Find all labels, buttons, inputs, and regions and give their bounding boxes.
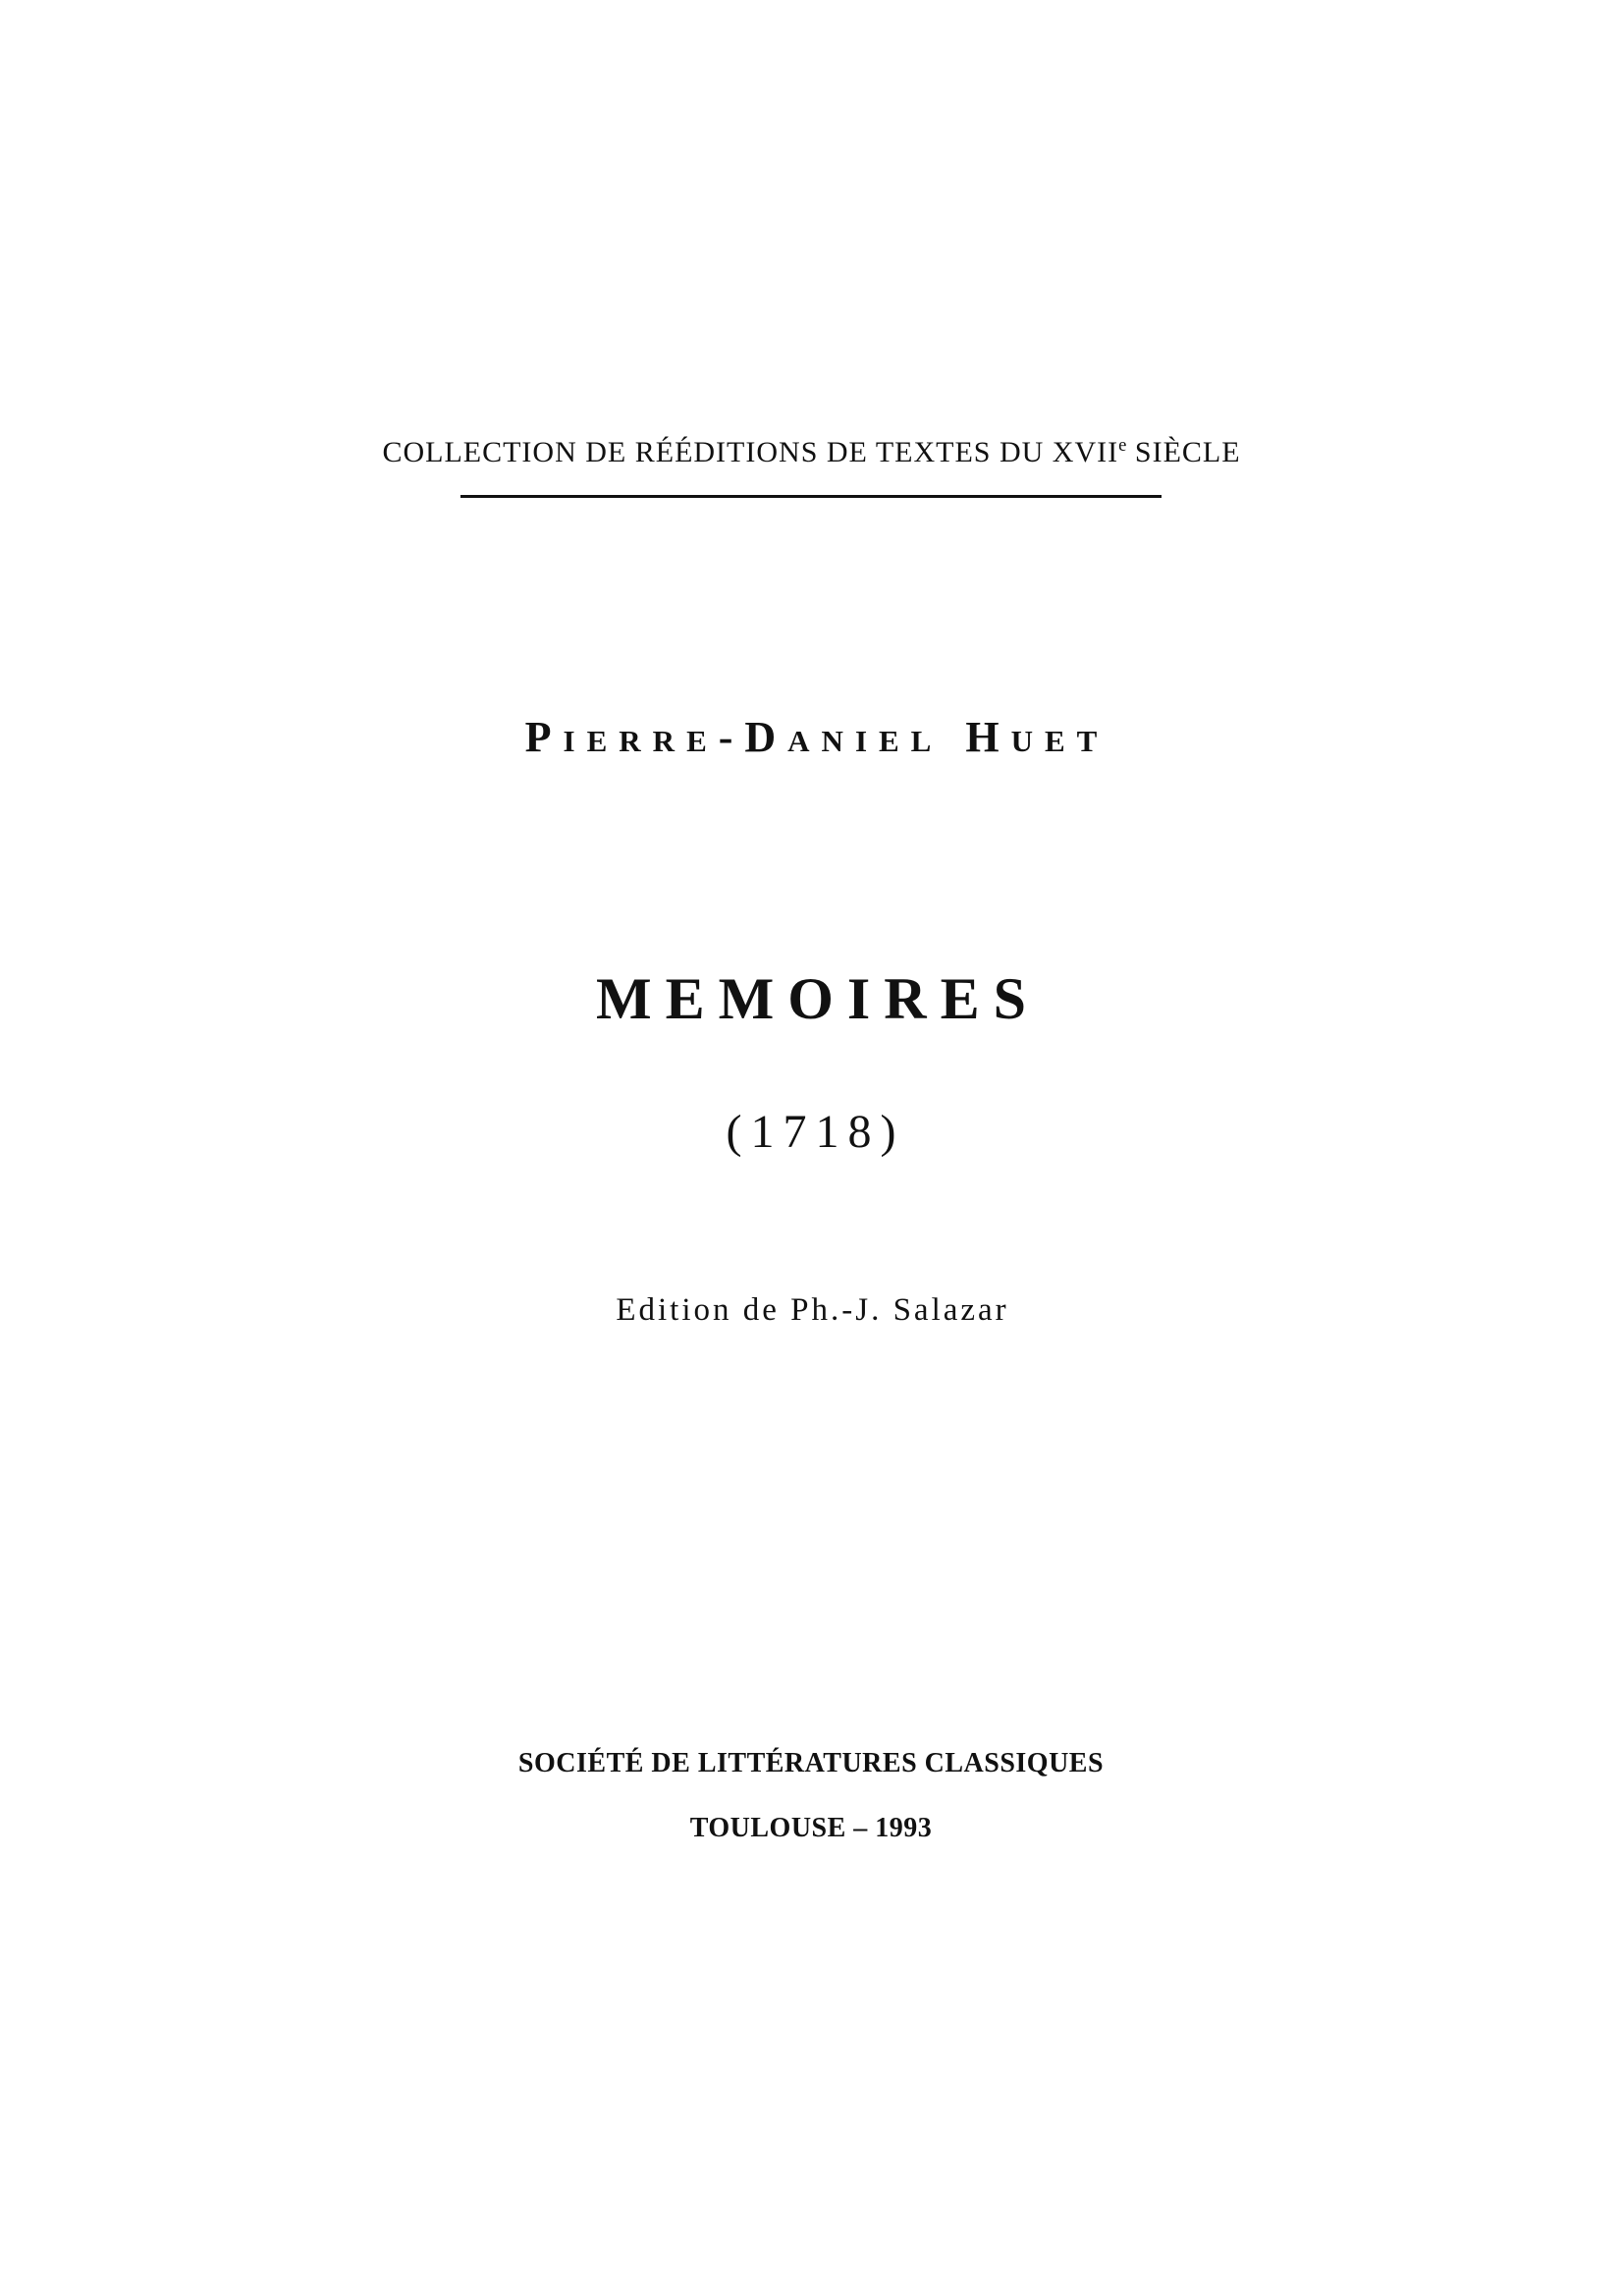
publisher-name: SOCIÉTÉ DE LITTÉRATURES CLASSIQUES bbox=[517, 1748, 1105, 1778]
divider-rule bbox=[460, 495, 1162, 498]
place-and-date: TOULOUSE – 1993 bbox=[689, 1813, 933, 1843]
book-title: MEMOIRES bbox=[595, 966, 1041, 1031]
collection-header bbox=[0, 435, 1622, 468]
edition-note: Edition de Ph.-J. Salazar bbox=[616, 1292, 1009, 1328]
collection-superscript-e: e bbox=[1118, 435, 1127, 456]
collection-text-after: SIÈCLE bbox=[1126, 436, 1241, 468]
publication-year: (1718) bbox=[726, 1106, 905, 1158]
collection-text-before: COLLECTION DE RÉÉDITIONS DE TEXTES DU XVII bbox=[382, 436, 1119, 468]
author-name: Pierre-Daniel Huet bbox=[524, 713, 1109, 761]
